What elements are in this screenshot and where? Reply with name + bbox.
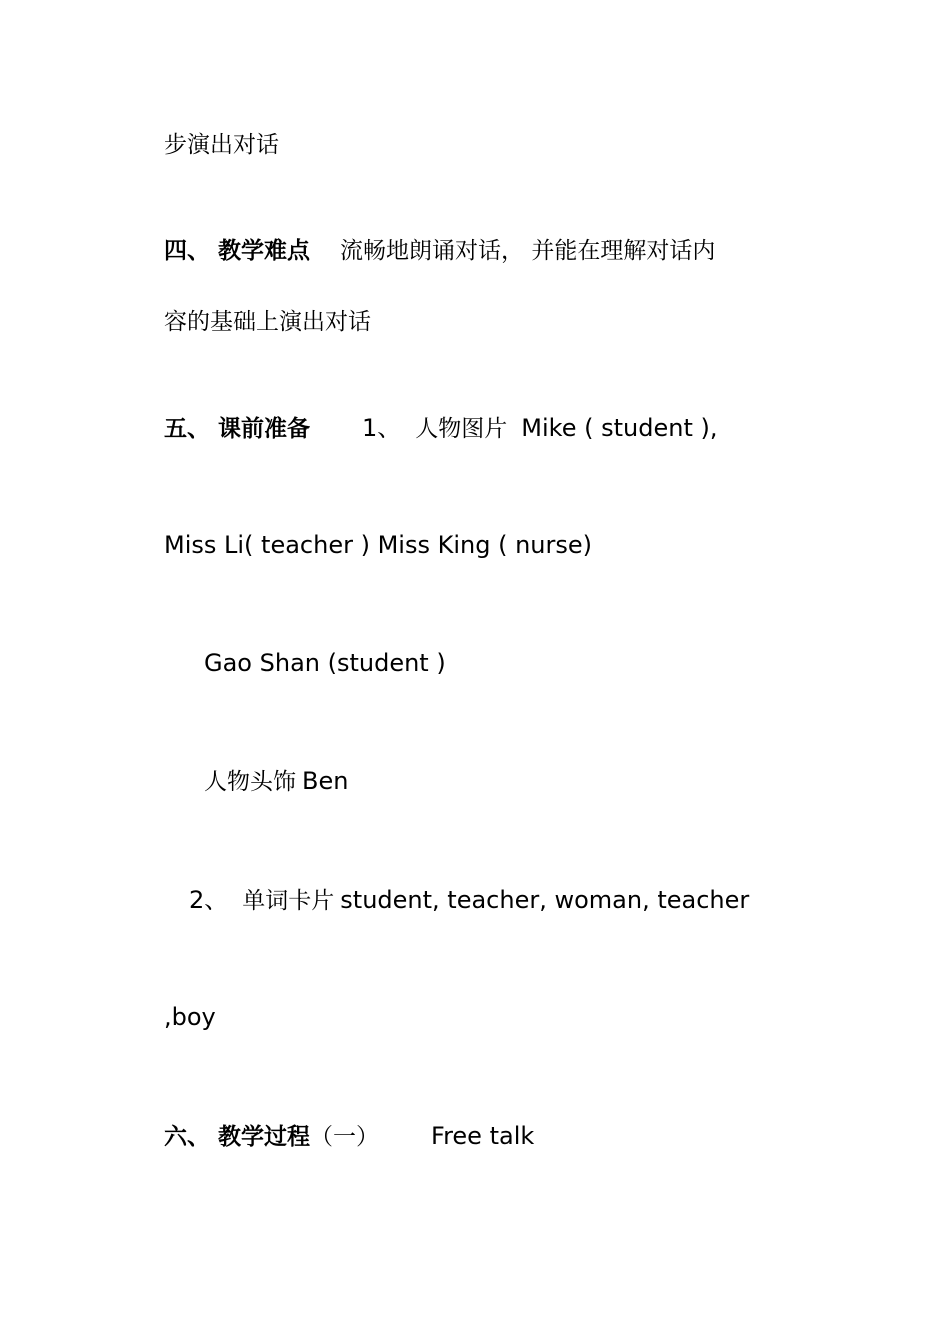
section-4 <box>164 239 715 263</box>
item-number: 2、 <box>189 886 229 914</box>
section-5 <box>164 416 717 441</box>
paragraph-line: 容的基础上演出对话 <box>164 309 371 335</box>
paragraph-line: ,boy <box>164 1003 216 1031</box>
paragraph-line: Gao Shan (student ) <box>204 649 446 677</box>
paragraph-text: 流畅地朗诵对话， 并能在理解对话内 <box>340 238 716 264</box>
item-text: student, teacher, woman, teacher <box>340 886 750 914</box>
item-text: Ben <box>302 767 349 795</box>
item-text: Mike ( student ), <box>521 414 718 442</box>
paragraph-line: Miss Li( teacher ) Miss King ( nurse) <box>164 531 592 559</box>
section-6 <box>164 1124 534 1149</box>
section-heading: 五、 课前准备 <box>164 415 311 442</box>
section-heading: 四、 教学难点 <box>164 237 311 264</box>
section-subheading: （一） <box>310 1124 380 1150</box>
paragraph-line: 步演出对话 <box>164 132 279 158</box>
item-label: 人物图片 <box>415 416 508 442</box>
item-label: 人物头饰 <box>204 769 296 795</box>
item-number: 1、 <box>362 414 402 442</box>
section-heading: 六、 教学过程 <box>164 1123 311 1150</box>
list-item-2 <box>189 888 749 913</box>
item-label: 单词卡片 <box>242 888 335 914</box>
paragraph-line <box>204 769 348 794</box>
paragraph-text: Free talk <box>431 1122 535 1150</box>
